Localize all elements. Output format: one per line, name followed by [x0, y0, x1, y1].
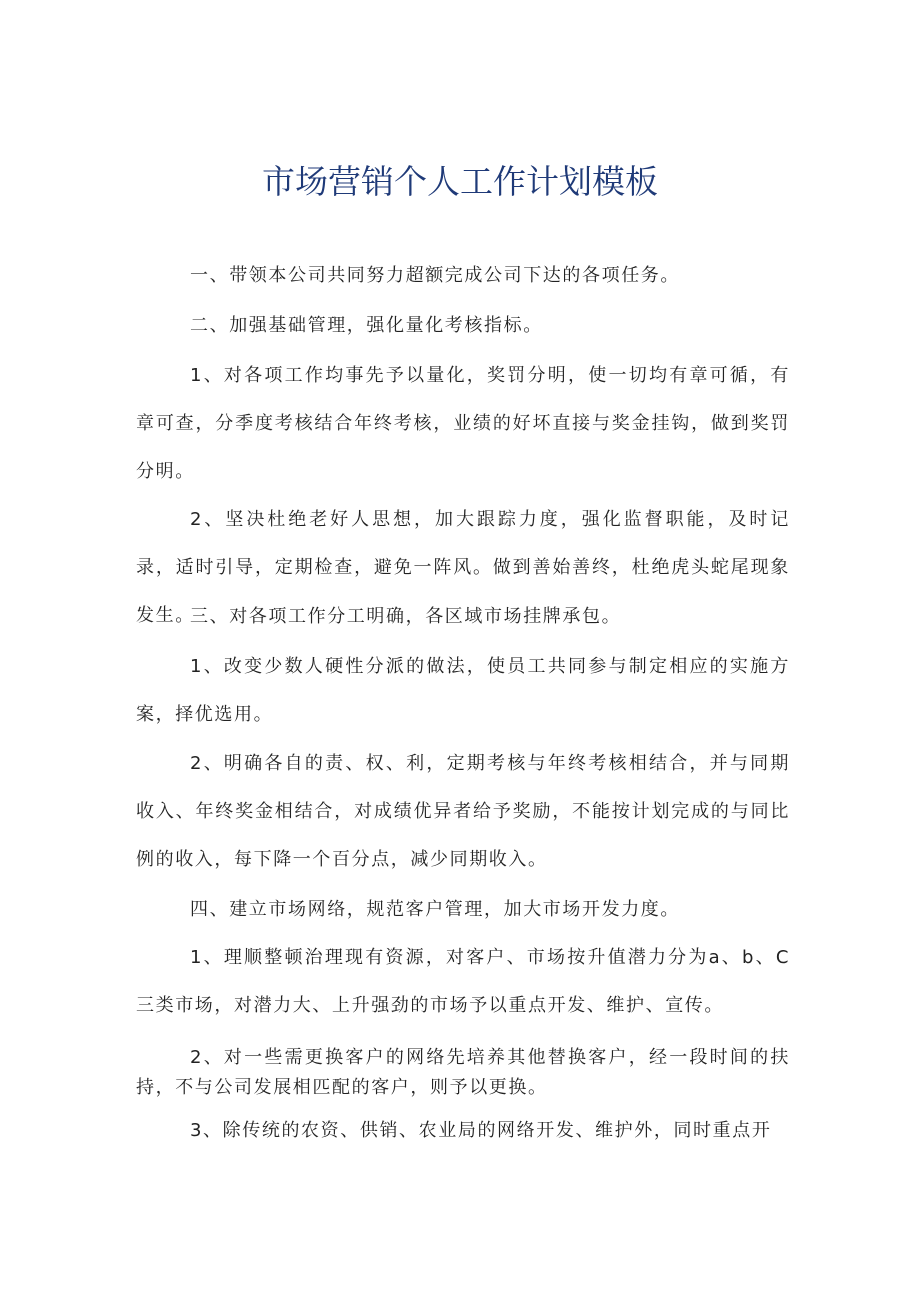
- paragraph-7: 2、明确各自的责、权、利，定期考核与年终考核相结合，并与同期收入、年终奖金相结合，对成绩优异者给予奖励，不能按计划完成的与同比例的收入，每下降一个百分点，减少同期收入。: [136, 753, 790, 870]
- paragraph-2: 二、加强基础管理，强化量化考核指标。: [190, 315, 543, 336]
- paragraph-1: 一、带领本公司共同努力超额完成公司下达的各项任务。: [190, 265, 680, 286]
- paragraph-5: 三、对各项工作分工明确，各区域市场挂牌承包。: [190, 606, 622, 627]
- document-title: 市场营销个人工作计划模板: [262, 162, 658, 201]
- paragraph-9: 1、理顺整顿治理现有资源，对客户、市场按升值潜力分为a、b、C三类市场，对潜力大、上升强劲的市场予以重点开发、维护、宣传。: [136, 947, 790, 1016]
- paragraph-8: 四、建立市场网络，规范客户管理，加大市场开发力度。: [190, 899, 680, 920]
- paragraph-3: 1、对各项工作均事先予以量化，奖罚分明，使一切均有章可循，有章可查，分季度考核结合年终考核，业绩的好坏直接与奖金挂钩，做到奖罚分明。: [136, 365, 790, 482]
- paragraph-6: 1、改变少数人硬性分派的做法，使员工共同参与制定相应的实施方案，择优选用。: [136, 656, 790, 725]
- paragraph-4: 2、坚决杜绝老好人思想，加大跟踪力度，强化监督职能，及时记录，适时引导，定期检查，避免一阵风。做到善始善终，杜绝虎头蛇尾现象发生。: [136, 509, 790, 626]
- paragraph-11: 3、除传统的农资、供销、农业局的网络开发、维护外，同时重点开: [190, 1120, 772, 1141]
- paragraph-10: 2、对一些需更换客户的网络先培养其他替换客户，经一段时间的扶持，不与公司发展相匹配的客户，则予以更换。: [136, 1047, 790, 1098]
